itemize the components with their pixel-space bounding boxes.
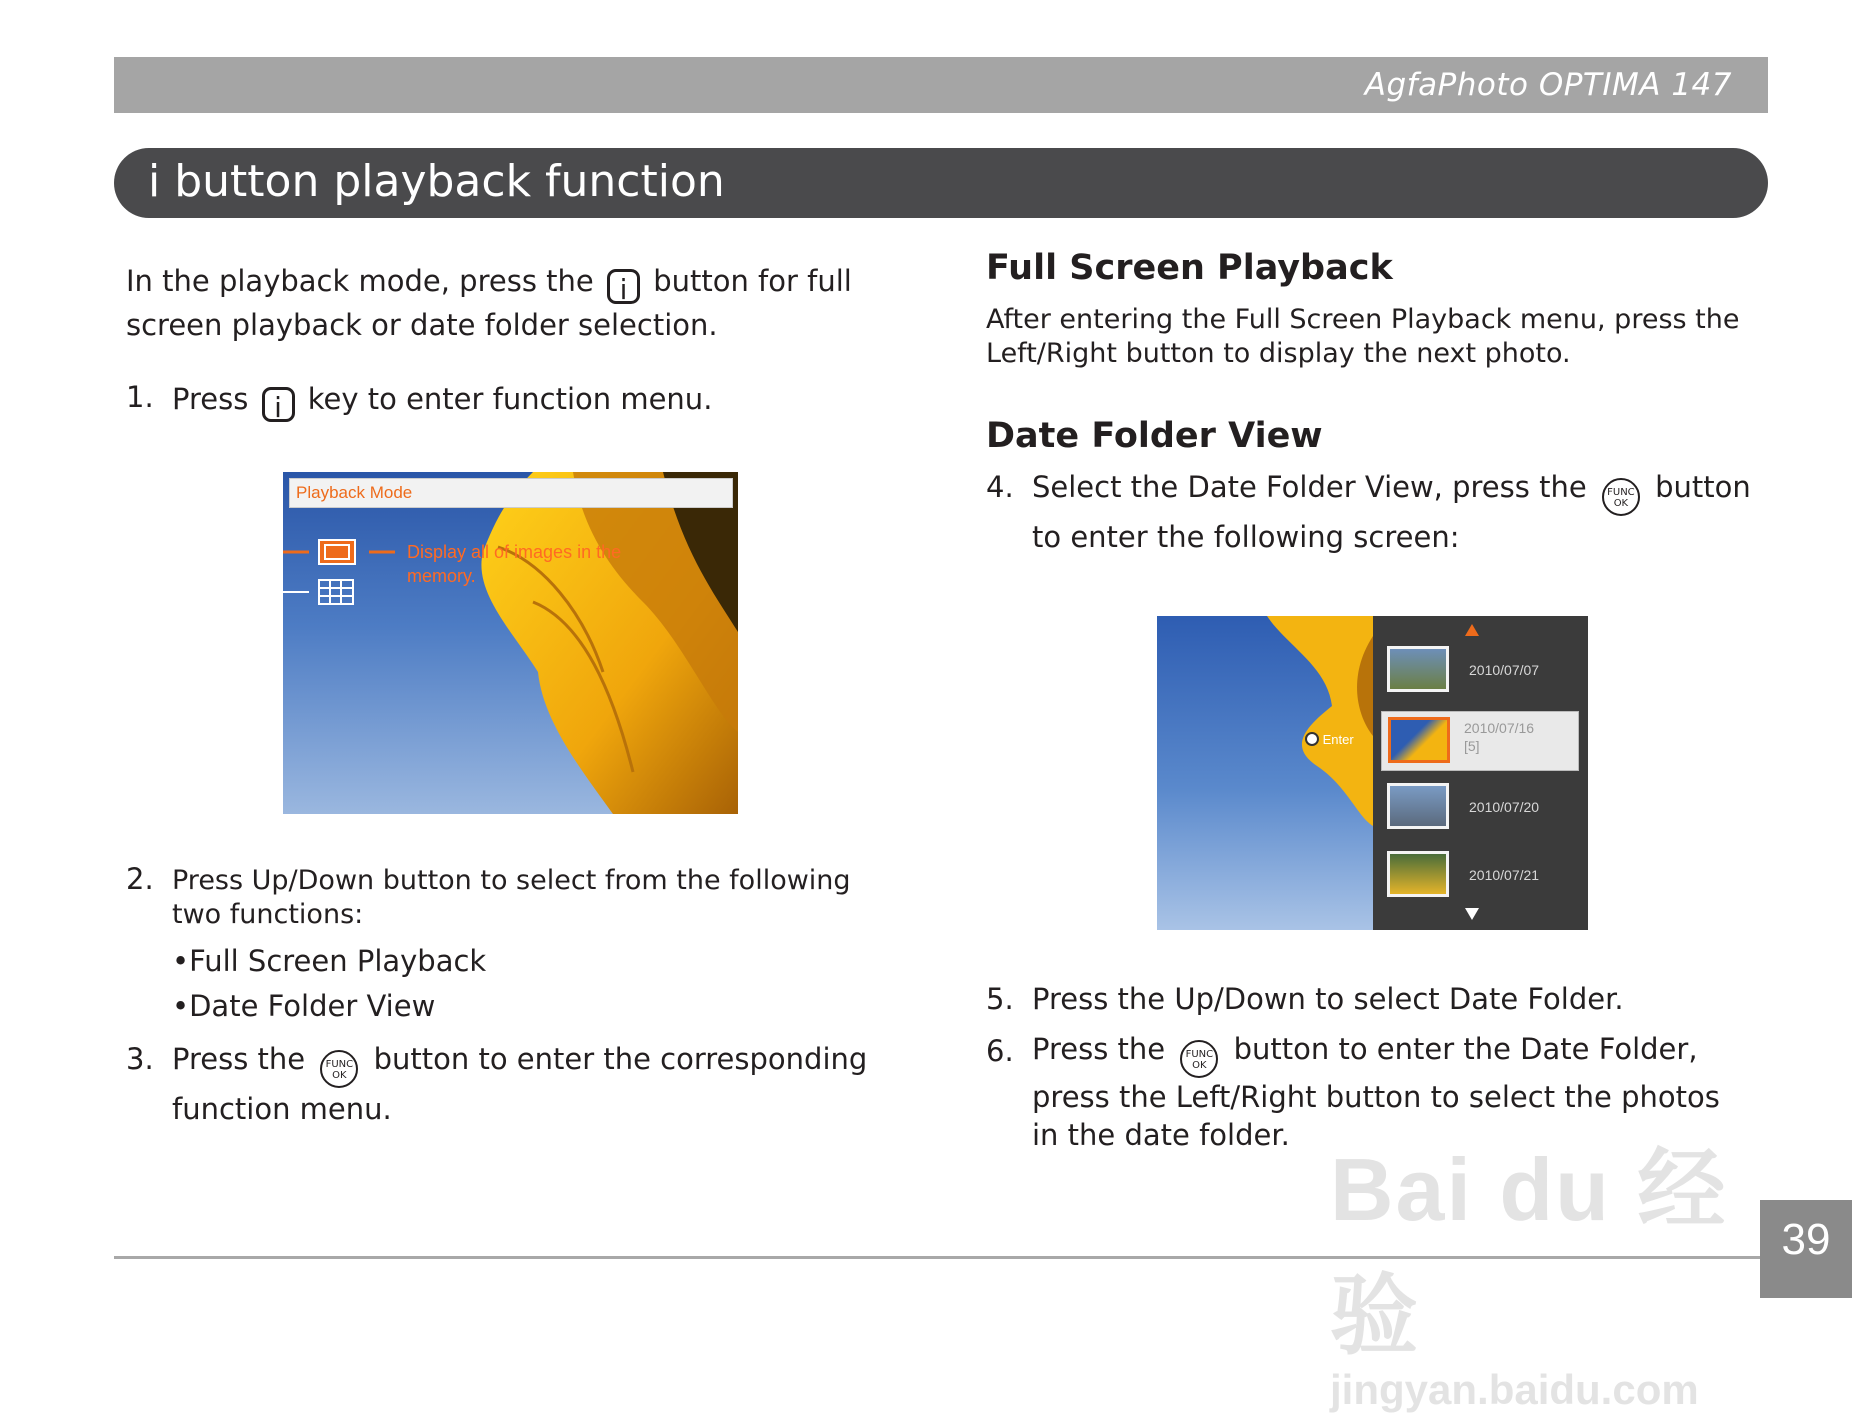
step-1-text <box>172 378 872 422</box>
info-button-icon: i <box>262 387 295 422</box>
intro-text-end: button for full screen playback or date folder selection. <box>126 264 852 342</box>
folder-date: 2010/07/16 <box>1464 720 1535 736</box>
folder-date: 2010/07/20 <box>1469 799 1540 815</box>
playback-mode-title: Playback Mode <box>296 483 413 502</box>
step-5-text: Press the Up/Down to select Date Folder. <box>1032 982 1624 1016</box>
bullet-full-screen: •Full Screen Playback <box>172 944 487 978</box>
step-5-number: 5. <box>986 982 1014 1016</box>
folder-date: 2010/07/07 <box>1469 662 1540 678</box>
folder-thumbnail <box>1388 717 1450 763</box>
playback-mode-screenshot <box>283 472 738 814</box>
date-folder-row-2-selected[interactable] <box>1381 711 1579 771</box>
full-screen-heading: Full Screen Playback <box>986 248 1393 288</box>
step-3-text-end: button to enter the corresponding function menu. <box>172 1042 868 1126</box>
step-4-text-start: Select the Date Folder View, press the <box>1032 470 1587 504</box>
playback-mode-header <box>289 478 733 508</box>
folder-count: [5] <box>1464 738 1480 754</box>
step-6-text-end: button to enter the Date Folder, press the Left/Right button to select the photos in the date folder. <box>1032 1032 1720 1152</box>
preview-photo <box>1157 616 1373 930</box>
page-title: i button playback function <box>148 156 725 207</box>
grid-icon <box>319 580 353 604</box>
step-6-text-start: Press the <box>1032 1032 1166 1066</box>
intro-text-start: In the playback mode, press the <box>126 264 594 298</box>
brand-label: AgfaPhoto OPTIMA 147 <box>1364 67 1732 103</box>
intro-paragraph <box>126 260 906 346</box>
step-6-number: 6. <box>986 1034 1014 1068</box>
mode-description: Display all of images in the memory. <box>407 542 622 586</box>
scroll-down-arrow-icon[interactable] <box>1465 908 1479 920</box>
func-ok-button-icon: FUNC OK <box>320 1050 358 1088</box>
step-1-text-end: key to enter function menu. <box>307 382 713 416</box>
func-ok-button-icon: FUNC OK <box>1180 1040 1218 1078</box>
watermark-logo: Bai du 经验 <box>1330 1140 1728 1365</box>
date-folder-list <box>1373 616 1588 930</box>
func-ok-button-icon: FUNC OK <box>1602 478 1640 516</box>
step-4-number: 4. <box>986 470 1014 504</box>
step-1-text-start: Press <box>172 382 249 416</box>
scroll-up-arrow-icon[interactable] <box>1465 624 1479 636</box>
enter-hint: Enter <box>1305 732 1354 747</box>
sunflower-image <box>1157 616 1373 930</box>
watermark-url: jingyan.baidu.com <box>1330 1366 1699 1413</box>
step-4-text <box>1032 466 1752 558</box>
step-3-text-start: Press the <box>172 1042 306 1076</box>
folder-thumbnail <box>1387 783 1449 829</box>
step-2-number: 2. <box>126 862 154 896</box>
folder-thumbnail <box>1387 851 1449 897</box>
date-folder-row-3[interactable] <box>1387 783 1540 829</box>
date-folder-screenshot <box>1157 616 1588 930</box>
date-folder-row-1[interactable] <box>1387 646 1540 692</box>
step-2-text: Press Up/Down button to select from the following two functions: <box>172 865 851 930</box>
baidu-watermark <box>1330 1120 1770 1413</box>
header-bar <box>114 57 1768 113</box>
info-button-icon: i <box>607 269 640 304</box>
folder-thumbnail <box>1387 646 1449 692</box>
full-screen-paragraph: After entering the Full Screen Playback menu, press the Left/Right button to display the next photo. <box>986 304 1740 369</box>
date-folder-row-4[interactable] <box>1387 851 1540 897</box>
bullet-date-folder: •Date Folder View <box>172 989 436 1023</box>
step-4-text-end: button to enter the following screen: <box>1032 470 1751 554</box>
mode-icons <box>283 534 403 614</box>
sunflower-image <box>283 472 738 814</box>
section-title-bar <box>114 148 1768 218</box>
ok-dot-icon <box>1305 732 1319 746</box>
step-1-number: 1. <box>126 380 154 414</box>
date-folder-heading: Date Folder View <box>986 416 1323 456</box>
page-number: 39 <box>1760 1200 1852 1298</box>
step-3-number: 3. <box>126 1042 154 1076</box>
step-3-text <box>172 1038 872 1130</box>
folder-date: 2010/07/21 <box>1469 867 1540 883</box>
